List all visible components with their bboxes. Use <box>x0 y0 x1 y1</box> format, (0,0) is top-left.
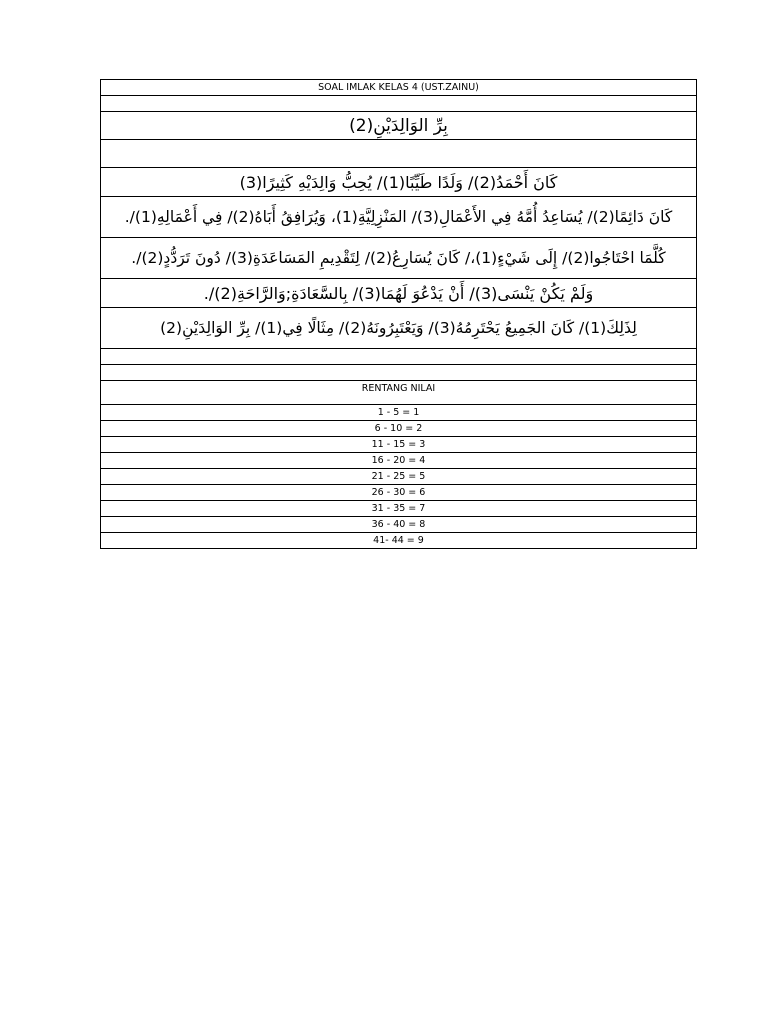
score-row <box>101 405 697 421</box>
blank-cell <box>101 96 697 112</box>
question-sentence-5: لِذَلِكَ(1)/ كَانَ الجَمِيعُ يَحْتَرِمُهُ(3)/ وَيَعْتَبِرُونَهُ(2)/ مِثَالًا فِي(1)/ بِرِّ الوَالِدَيْنِ(2) <box>101 308 697 349</box>
topic-row <box>101 112 697 140</box>
score-range: 11 - 15 = 3 <box>101 437 697 453</box>
question-sentence-2: كَانَ دَائِمًا(2)/ يُسَاعِدُ أُمَّهُ فِي الأَعْمَالِ(3)/ المَنْزِلِيَّةِ(1)، وَيُرَافِقُ أَبَاهُ(2)/ فِي أَعْمَالِهِ(1)/. <box>101 197 697 238</box>
question-sentence-4: وَلَمْ يَكُنْ يَنْسَى(3)/ أَنْ يَدْعُوَ لَهُمَا(3)/ بِالسَّعَادَةِ;وَالرَّاحَةِ(2)/. <box>101 279 697 308</box>
score-range: 21 - 25 = 5 <box>101 469 697 485</box>
score-range: 31 - 35 = 7 <box>101 501 697 517</box>
score-row <box>101 437 697 453</box>
rentang-label: RENTANG NILAI <box>101 381 697 405</box>
score-range: 16 - 20 = 4 <box>101 453 697 469</box>
score-range: 1 - 5 = 1 <box>101 405 697 421</box>
score-row <box>101 469 697 485</box>
topic-heading: بِرِّ الوَالِدَيْنِ(2) <box>101 112 697 140</box>
question-sentence-1: كَانَ أَحْمَدُ(2)/ وَلَدًا طَيِّبًا(1)/ يُحِبُّ وَالِدَيْهِ كَثِيرًا(3) <box>101 168 697 197</box>
sheet-title: SOAL IMLAK KELAS 4 (UST.ZAINU) <box>101 80 697 96</box>
blank-row <box>101 140 697 168</box>
score-row <box>101 421 697 437</box>
blank-cell <box>101 349 697 365</box>
score-row <box>101 501 697 517</box>
blank-row <box>101 365 697 381</box>
blank-cell <box>101 140 697 168</box>
blank-row <box>101 349 697 365</box>
question-row <box>101 168 697 197</box>
score-row <box>101 533 697 549</box>
score-range: 26 - 30 = 6 <box>101 485 697 501</box>
imlak-table <box>100 79 697 549</box>
score-range: 41- 44 = 9 <box>101 533 697 549</box>
score-range: 36 - 40 = 8 <box>101 517 697 533</box>
score-row <box>101 517 697 533</box>
title-row <box>101 80 697 96</box>
worksheet <box>100 79 697 549</box>
blank-row <box>101 96 697 112</box>
question-row <box>101 279 697 308</box>
blank-cell <box>101 365 697 381</box>
question-row <box>101 308 697 349</box>
rentang-header-row <box>101 381 697 405</box>
question-sentence-3: كُلَّمَا احْتَاجُوا(2)/ إِلَى شَيْءٍ(1)،/ كَانَ يُسَارِعُ(2)/ لِتَقْدِيمِ المَسَاعَدَةِ(3)/ دُونَ تَرَدُّدٍ(2)/. <box>101 238 697 279</box>
question-row <box>101 197 697 238</box>
score-row <box>101 453 697 469</box>
score-range: 6 - 10 = 2 <box>101 421 697 437</box>
question-row <box>101 238 697 279</box>
score-row <box>101 485 697 501</box>
